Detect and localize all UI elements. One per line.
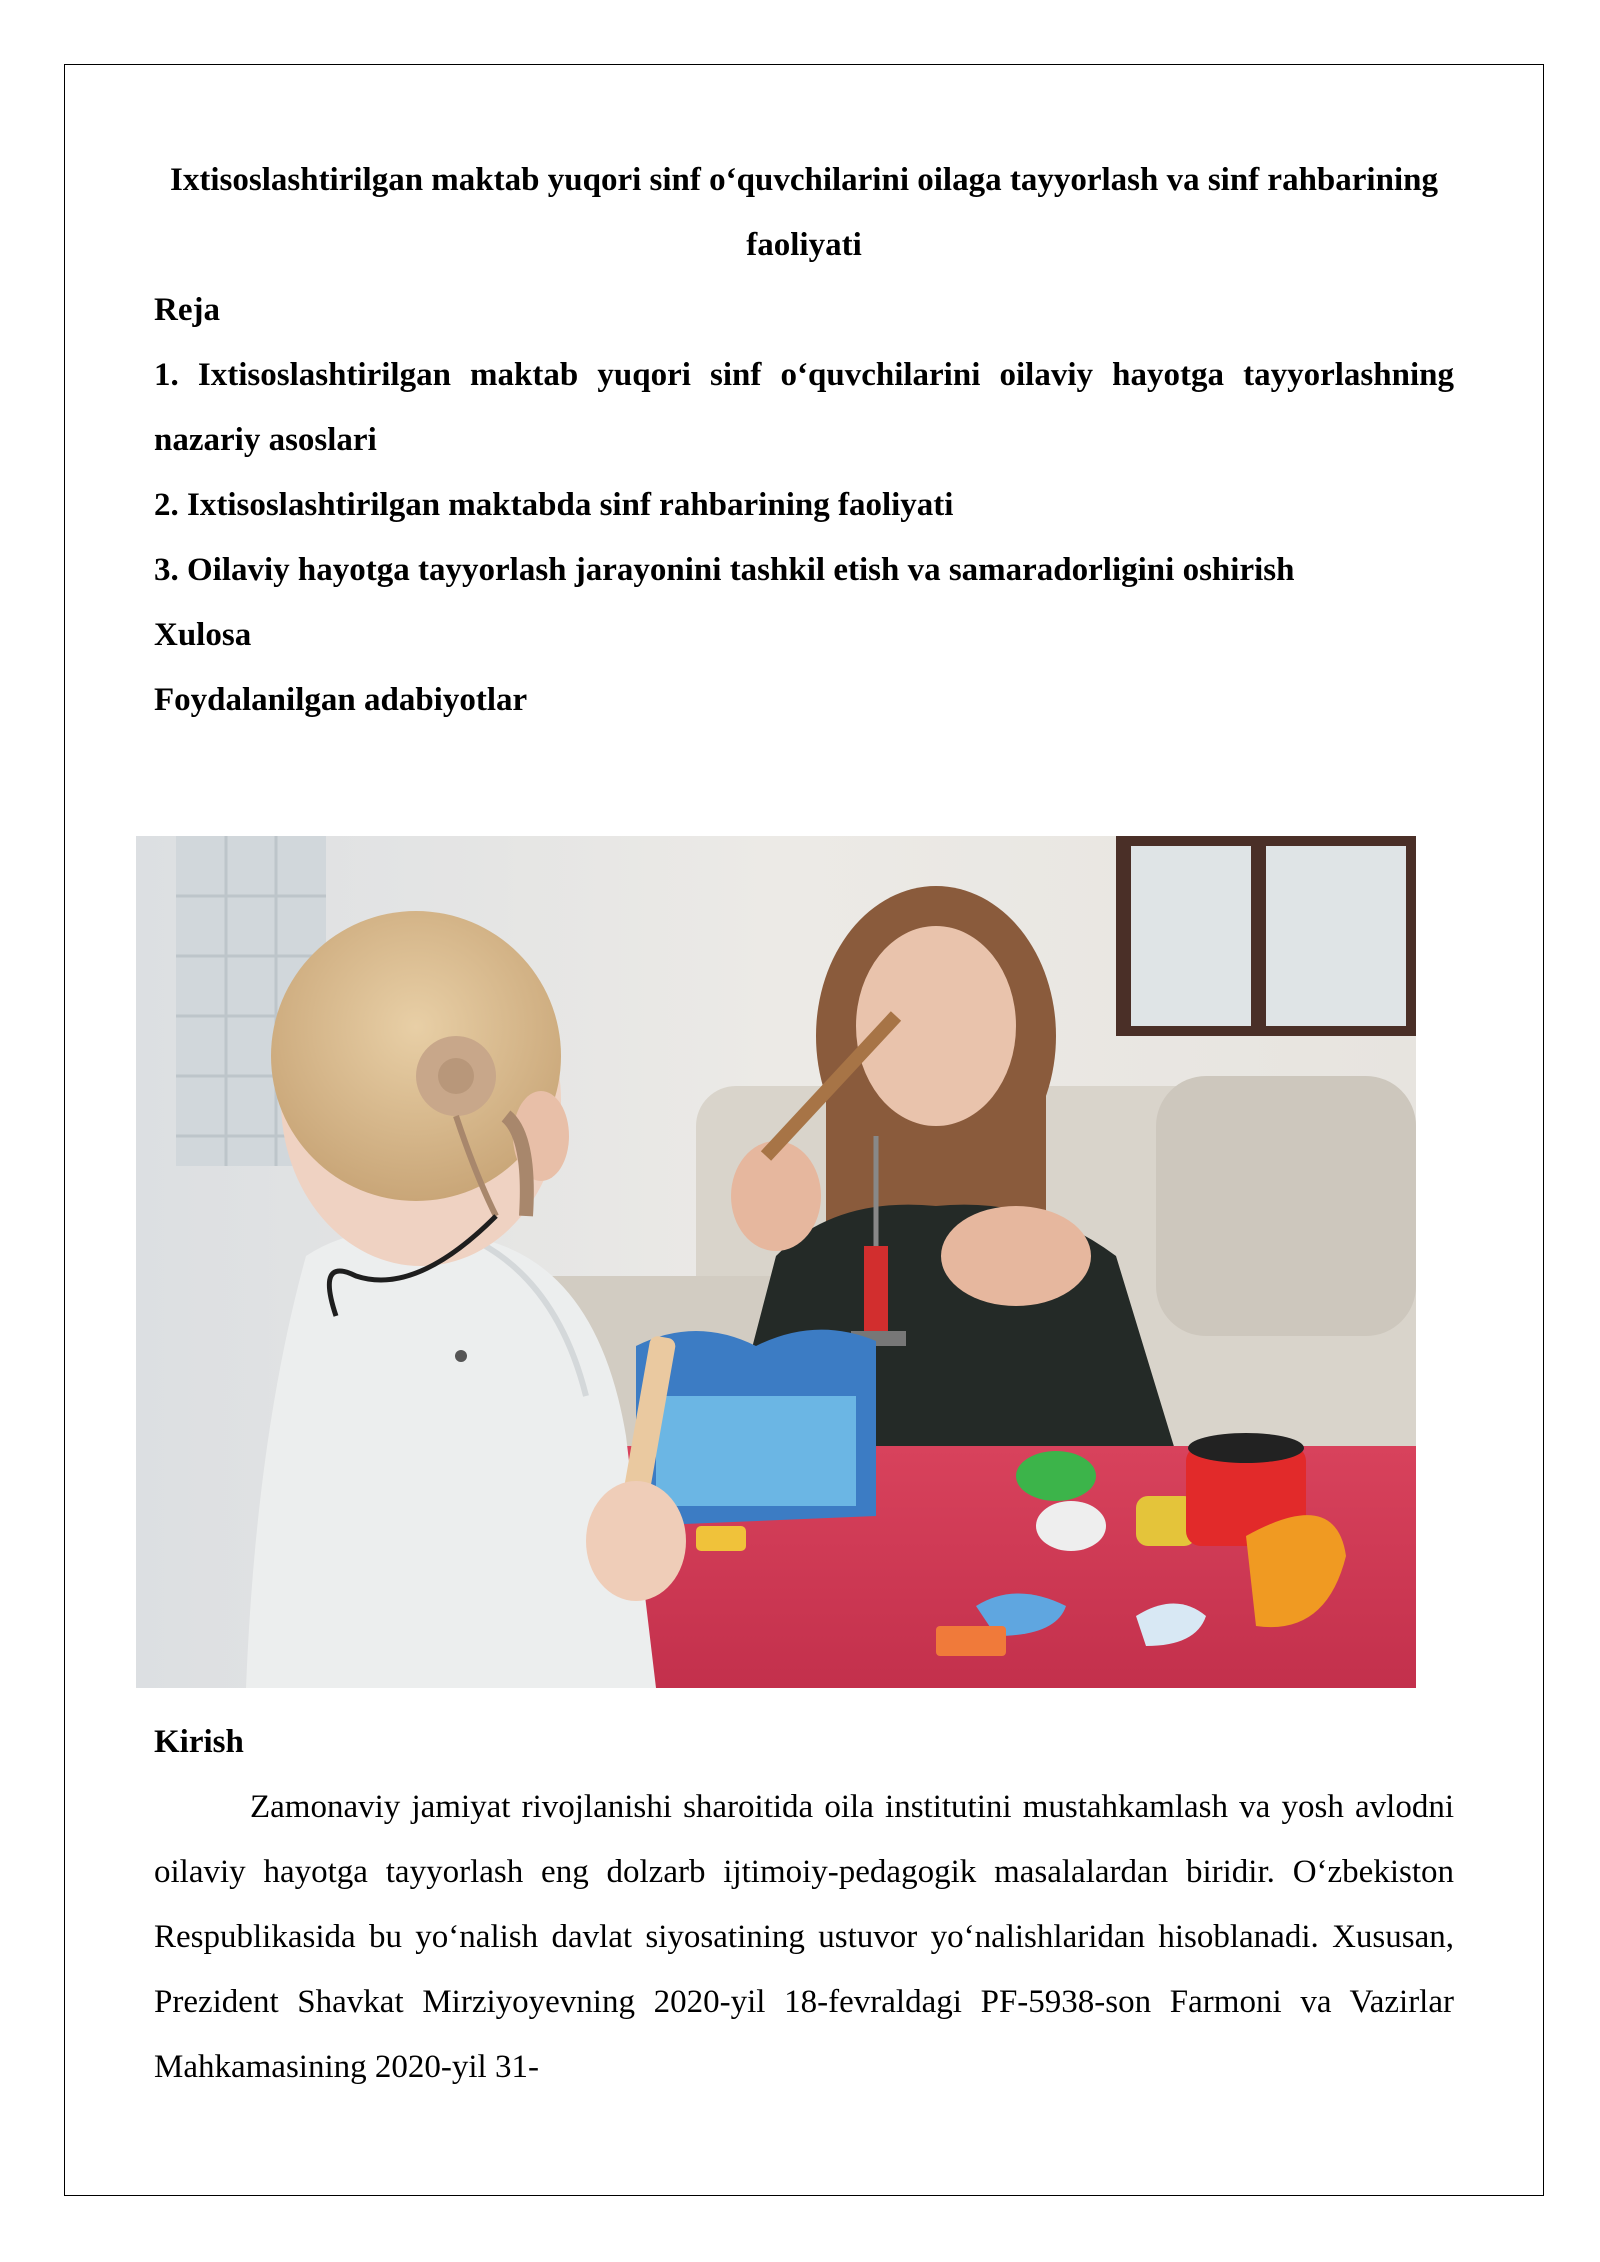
illustration-photo (136, 836, 1416, 1688)
intro-paragraph: Zamonaviy jamiyat rivojlanishi sharoitida oila institutini mustahkamlash va yosh avlodni oilaviy hayotga tayyorlash eng dolzarb ijtimoiy-pedagogik masalalardan biridir. O‘zbekiston Respublikasida bu yo‘nalish davlat siyosatining ustuvor yo‘nalishlaridan hisoblanadi. Xususan, Prezident Shavkat Mirziyoyevning 2020-yil 18-fevraldagi PF-5938-son Farmoni va Vazirlar Mahkamasining 2020-yil 31- (154, 1789, 1454, 2085)
conclusion-heading: Xulosa (154, 617, 252, 653)
plan-heading: Reja (154, 292, 220, 328)
plan-item-2: 2. Ixtisoslashtirilgan maktabda sinf rahbarining faoliyati (154, 487, 954, 523)
intro-heading: Kirish (154, 1724, 244, 1760)
document-title: Ixtisoslashtirilgan maktab yuqori sinf o‘quvchilarini oilaga tayyorlash va sinf rahbarining faoliyati (170, 162, 1438, 263)
plan-item-1: 1. Ixtisoslashtirilgan maktab yuqori sinf o‘quvchilarini oilaviy hayotga tayyorlashning nazariy asoslari (154, 357, 1454, 458)
plan-item-3: 3. Oilaviy hayotga tayyorlash jarayonini tashkil etish va samaradorligini oshirish (154, 552, 1295, 588)
document-body (154, 148, 1454, 733)
references-heading: Foydalanilgan adabiyotlar (154, 682, 528, 718)
photo-child-with-cochlear-implant-and-teacher-icon (136, 836, 1416, 1688)
introduction-section (154, 1710, 1454, 2100)
